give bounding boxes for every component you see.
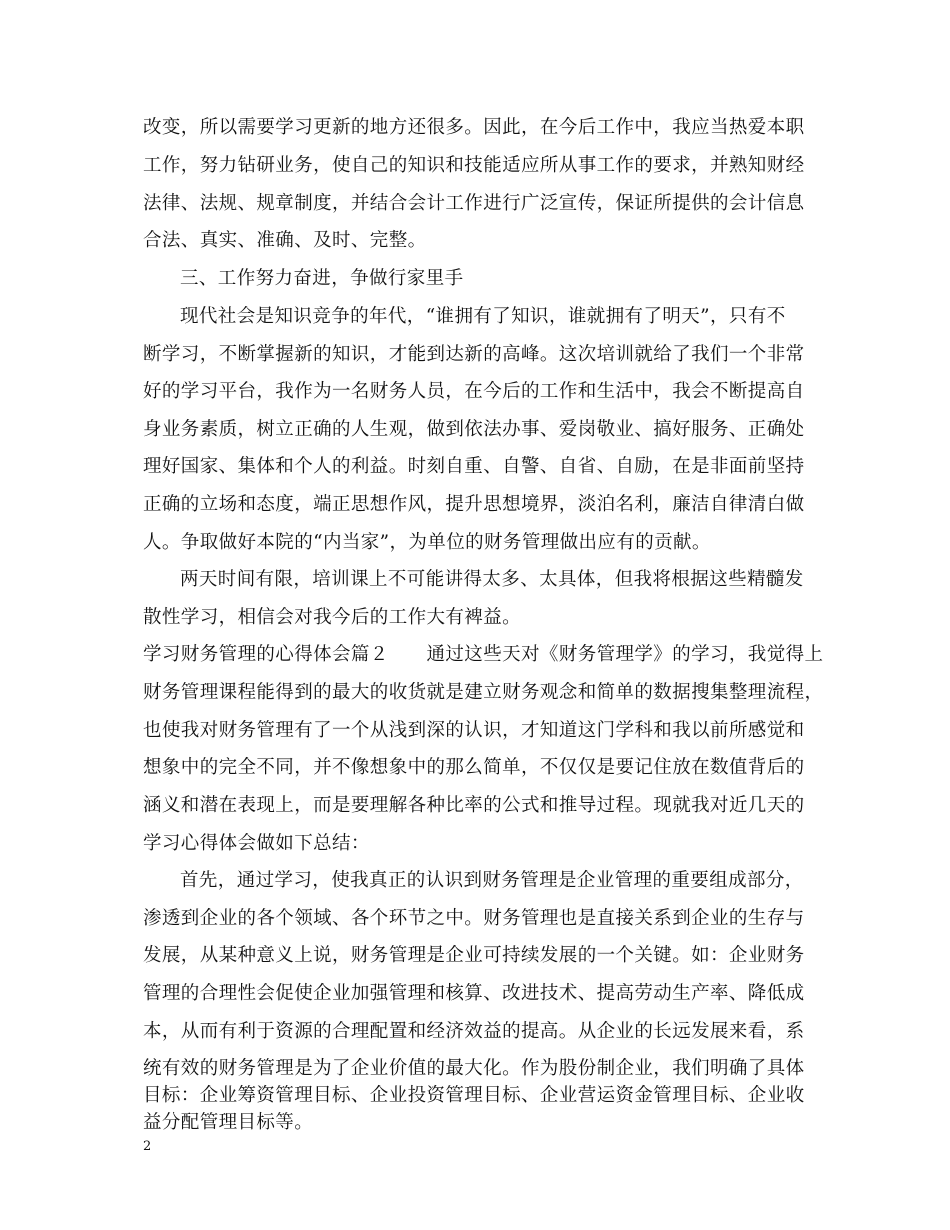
text-line: 发展，从某种意义上说，财务管理是企业可持续发展的一个关键。如：企业财务: [143, 945, 805, 966]
text-line: 工作，努力钻研业务，使自己的知识和技能适应所从事工作的要求，并熟知财经: [143, 155, 805, 176]
text-line: 理好国家、集体和个人的利益。时刻自重、自警、自省、自励，在是非面前坚持: [143, 456, 805, 477]
article-heading-line: 学习财务管理的心得体会篇２ 通过这些天对《财务管理学》的学习，我觉得上: [143, 644, 824, 665]
text-line: 统有效的财务管理是为了企业价值的最大化。作为股份制企业，我们明确了具体: [143, 1058, 805, 1079]
text-line: 管理的合理性会促使企业加强管理和核算、改进技术、提高劳动生产率、降低成: [143, 983, 805, 1004]
text-line: 想象中的完全不同，并不像想象中的那么简单，不仅仅是要记住放在数值背后的: [143, 757, 805, 778]
text-line: 正确的立场和态度，端正思想作风，提升思想境界，淡泊名利，廉洁自律清白做: [143, 494, 805, 515]
text-line: 断学习，不断掌握新的知识，才能到达新的高峰。这次培训就给了我们一个非常: [143, 344, 805, 365]
text-line: 现代社会是知识竞争的年代，“谁拥有了知识，谁就拥有了明天”，只有不: [180, 306, 786, 327]
text-line: 也使我对财务管理有了一个从浅到深的认识，才知道这门学科和我以前所感觉和: [143, 720, 805, 741]
text-line: 财务管理课程能得到的最大的收货就是建立财务观念和简单的数据搜集整理流程，: [143, 682, 824, 703]
text-line: 涵义和潜在表现上，而是要理解各种比率的公式和推导过程。现就我对近几天的: [143, 795, 805, 816]
page-number: 2: [143, 1139, 152, 1154]
text-line: 两天时间有限，培训课上不可能讲得太多、太具体，但我将根据这些精髓发: [180, 569, 804, 590]
text-line: 身业务素质，树立正确的人生观，做到依法办事、爱岗敬业、搞好服务、正确处: [143, 419, 805, 440]
text-line: 好的学习平台，我作为一名财务人员，在今后的工作和生活中，我会不断提高自: [143, 381, 805, 402]
section-heading: 三、工作努力奋进，争做行家里手: [180, 268, 464, 289]
text-line: 目标：企业筹资管理目标、企业投资管理目标、企业营运资金管理目标、企业收: [143, 1085, 805, 1106]
text-line: 人。争取做好本院的“内当家”，为单位的财务管理做出应有的贡献。: [143, 532, 711, 553]
text-line: 散性学习，相信会对我今后的工作大有裨益。: [143, 607, 522, 628]
text-line: 法律、法规、规章制度，并结合会计工作进行广泛宣传，保证所提供的会计信息: [143, 193, 805, 214]
text-line: 本，从而有利于资源的合理配置和经济效益的提高。从企业的长远发展来看，系: [143, 1021, 805, 1042]
text-line: 渗透到企业的各个领域、各个环节之中。财务管理也是直接关系到企业的生存与: [143, 908, 805, 929]
text-line: 学习心得体会做如下总结：: [143, 833, 370, 854]
text-line: 益分配管理目标等。: [143, 1112, 314, 1133]
text-line: 首先，通过学习，使我真正的认识到财务管理是企业管理的重要组成部分，: [180, 870, 804, 891]
text-line: 合法、真实、准确、及时、完整。: [143, 230, 427, 251]
text-line: 改变，所以需要学习更新的地方还很多。因此，在今后工作中，我应当热爱本职: [143, 117, 805, 138]
